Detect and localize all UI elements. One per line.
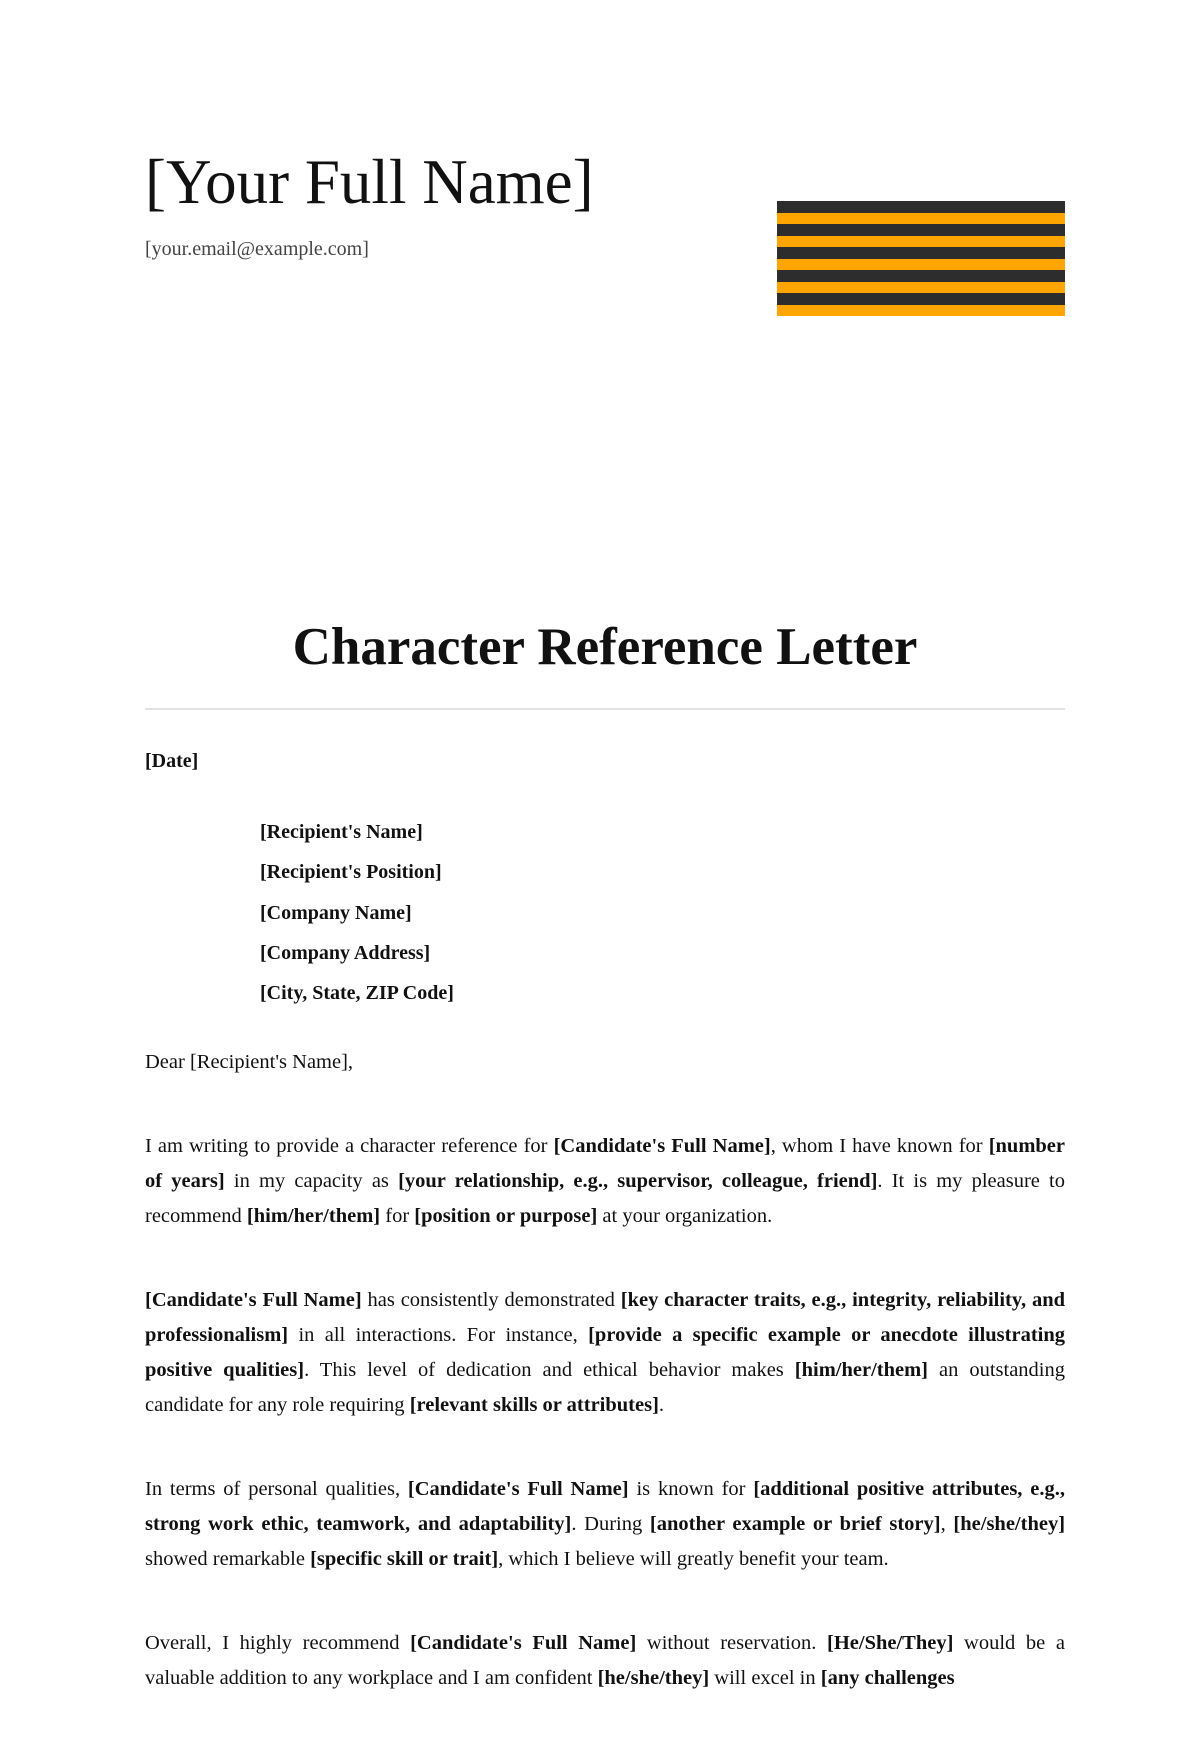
text-run: , whom I have known for xyxy=(770,1135,989,1157)
banner-stripe xyxy=(777,247,1065,259)
text-run: for xyxy=(380,1205,415,1227)
text-run: , which I believe will greatly benefit your team. xyxy=(498,1548,889,1570)
placeholder-field: [key character traits, e.g., integrity, reliability, and professionalism] xyxy=(145,1289,1065,1346)
recipient-name: [Recipient's Name] xyxy=(260,821,423,843)
banner-stripe xyxy=(777,224,1065,236)
banner-stripe xyxy=(777,293,1065,305)
placeholder-field: [another example or brief story] xyxy=(649,1513,941,1535)
paragraph xyxy=(145,1472,1065,1577)
striped-banner-logo xyxy=(777,201,1065,316)
recipient-block xyxy=(260,812,454,1013)
text-run: at your organization. xyxy=(597,1205,773,1227)
banner-stripe xyxy=(777,236,1065,248)
placeholder-field: [your relationship, e.g., supervisor, colleague, friend] xyxy=(398,1170,878,1192)
text-run: in all interactions. For instance, xyxy=(288,1324,589,1346)
paragraph xyxy=(145,1129,1065,1234)
text-run: . During xyxy=(571,1513,650,1535)
company-name: [Company Name] xyxy=(260,901,412,924)
letter-body xyxy=(145,1045,1065,1745)
company-address: [Company Address] xyxy=(260,941,431,964)
banner-stripe xyxy=(777,213,1065,225)
text-run: . It is my pleasure to recommend xyxy=(145,1170,1065,1227)
placeholder-field: [position or purpose] xyxy=(414,1205,598,1227)
sender-email: [your.email@example.com] xyxy=(145,238,369,260)
placeholder-field: [specific skill or trait] xyxy=(310,1548,499,1570)
date-field: [Date] xyxy=(145,750,199,772)
city-state-zip: [City, State, ZIP Code] xyxy=(260,982,454,1005)
text-run: without reservation. xyxy=(636,1632,828,1654)
divider xyxy=(145,708,1065,710)
text-run: an outstanding candidate for any role requiring xyxy=(145,1359,1066,1416)
text-run: would be a valuable addition to any workplace and I am confident xyxy=(145,1632,1065,1689)
sender-name: [Your Full Name] xyxy=(145,147,594,217)
text-run: I am writing to provide a character reference for xyxy=(145,1135,554,1157)
salutation: Dear [Recipient's Name], xyxy=(145,1051,354,1073)
text-run: . This level of dedication and ethical behavior makes xyxy=(304,1359,795,1381)
placeholder-field: [Candidate's Full Name] xyxy=(145,1289,362,1311)
placeholder-field: [him/her/them] xyxy=(246,1205,381,1227)
text-run: . xyxy=(658,1394,665,1416)
placeholder-field: [provide a specific example or anecdote illustrating positive qualities] xyxy=(145,1324,1065,1381)
paragraph xyxy=(145,1626,1065,1696)
placeholder-field: [He/She/They] xyxy=(827,1632,954,1654)
text-run: In terms of personal qualities, xyxy=(145,1478,408,1500)
banner-stripe xyxy=(777,282,1065,294)
placeholder-field: [Candidate's Full Name] xyxy=(410,1632,637,1654)
text-run: has consistently demonstrated xyxy=(361,1289,621,1311)
recipient-position: [Recipient's Position] xyxy=(260,861,442,884)
placeholder-field: [Candidate's Full Name] xyxy=(407,1478,629,1500)
placeholder-field: [he/she/they] xyxy=(597,1667,710,1689)
banner-stripe xyxy=(777,201,1065,213)
placeholder-field: [him/her/them] xyxy=(794,1359,929,1381)
text-run: , xyxy=(940,1513,954,1535)
text-run: showed remarkable xyxy=(145,1548,311,1570)
placeholder-field: [additional positive attributes, e.g., strong work ethic, teamwork, and adaptability] xyxy=(145,1478,1065,1535)
text-run: in my capacity as xyxy=(224,1170,399,1192)
banner-stripe xyxy=(777,305,1065,317)
text-run: is known for xyxy=(628,1478,754,1500)
banner-stripe xyxy=(777,270,1065,282)
paragraph xyxy=(145,1283,1065,1423)
text-run: Overall, I highly recommend xyxy=(145,1632,411,1654)
placeholder-field: [Candidate's Full Name] xyxy=(553,1135,771,1157)
banner-stripe xyxy=(777,259,1065,271)
placeholder-field: [number of years] xyxy=(145,1135,1066,1192)
letter-title: Character Reference Letter xyxy=(292,618,918,676)
placeholder-field: [relevant skills or attributes] xyxy=(409,1394,659,1416)
placeholder-field: [he/she/they] xyxy=(953,1513,1066,1535)
placeholder-field: [any challenges xyxy=(820,1667,955,1689)
text-run: will excel in xyxy=(709,1667,821,1689)
